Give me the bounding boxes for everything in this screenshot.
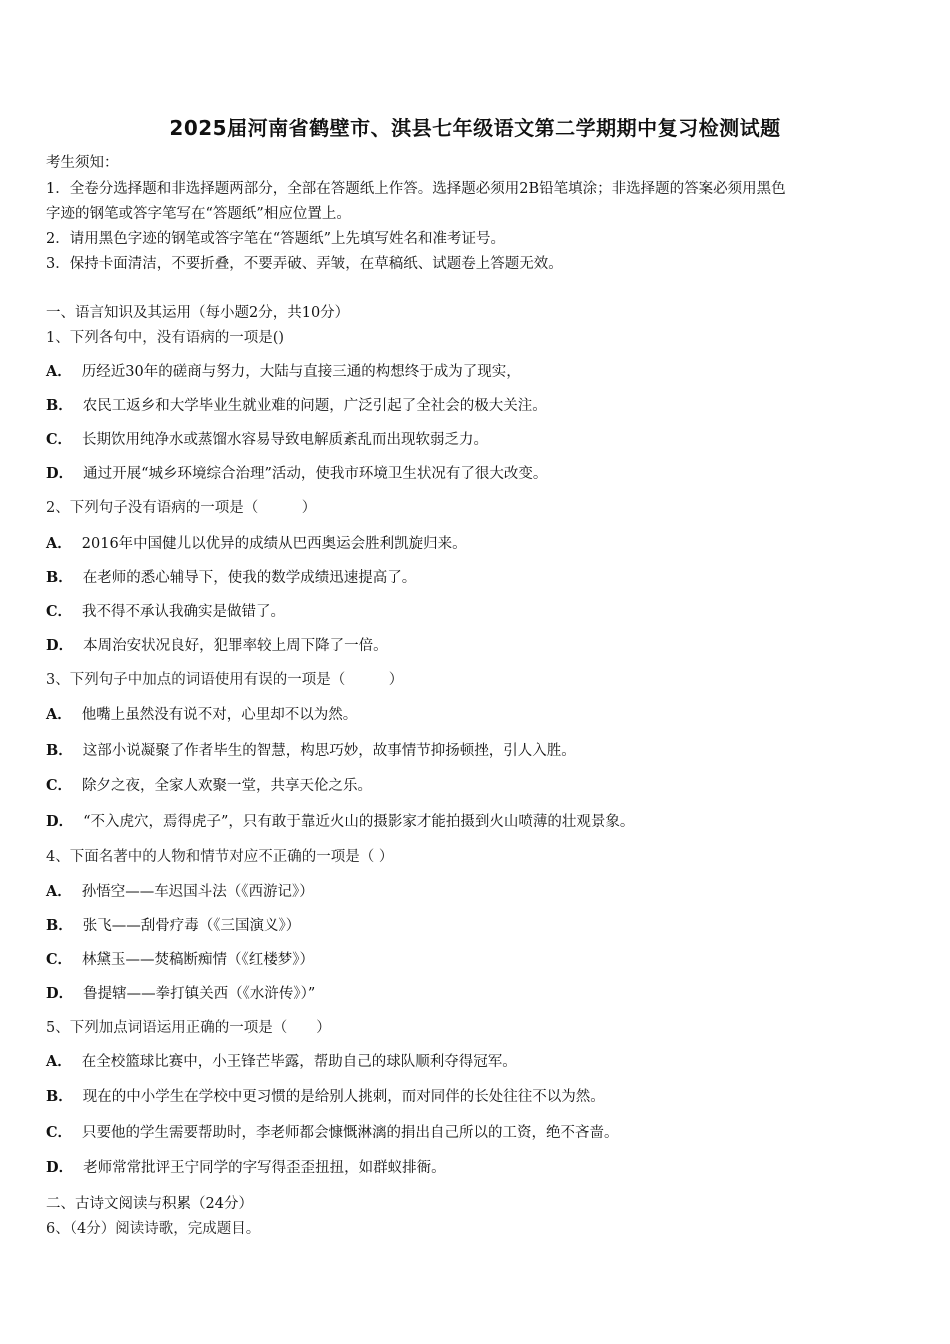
option-text: 通过开展“城乡环境综合治理”活动，使我市环境卫生状况有了很大改变。 [83, 466, 548, 482]
question-stem: 2、下列句子没有语病的一项是（ ） [46, 500, 317, 516]
option-letter: D． [46, 1159, 74, 1176]
option-row [46, 394, 547, 415]
question-stem: 1、下列各句中，没有语病的一项是() [46, 330, 285, 346]
option-text: 我不得不承认我确实是做错了。 [82, 604, 286, 620]
option-row [46, 1050, 517, 1071]
option-text: 老师常常批评王宁同学的字写得歪歪扭扭，如群蚁排衙。 [83, 1160, 446, 1176]
option-text: 历经近30年的磋商与努力，大陆与直接三通的构想终于成为了现实， [81, 364, 521, 380]
section-heading: 二、古诗文阅读与积累（24分） [46, 1196, 253, 1212]
option-text: 鲁提辖——拳打镇关西（《水浒传》）” [83, 986, 316, 1002]
option-row [46, 739, 576, 760]
option-text: 张飞——刮骨疗毒（《三国演义》） [82, 918, 301, 934]
option-letter: C． [46, 603, 73, 620]
option-row [46, 566, 416, 587]
option-letter: C． [46, 951, 73, 968]
option-row [46, 774, 372, 795]
option-text: 现在的中小学生在学校中更习惯的是给别人挑刺，而对同伴的长处往往不以为然。 [82, 1089, 605, 1105]
section-heading: 一、语言知识及其运用（每小题2分，共10分） [46, 305, 350, 321]
option-text: 长期饮用纯净水或蒸馏水容易导致电解质紊乱而出现软弱乏力。 [82, 432, 489, 448]
option-row [46, 948, 314, 969]
option-row [46, 810, 634, 831]
option-letter: C． [46, 777, 73, 794]
option-row [46, 914, 300, 935]
option-row [46, 703, 357, 724]
option-row [46, 600, 285, 621]
option-letter: C． [46, 1124, 73, 1141]
option-letter: A． [46, 1053, 72, 1070]
option-text: 在全校篮球比赛中，小王锋芒毕露，帮助自己的球队顺利夺得冠军。 [81, 1054, 517, 1070]
option-text: 他嘴上虽然没有说不对，心里却不以为然。 [81, 707, 358, 723]
question-stem: 4、下面名著中的人物和情节对应不正确的一项是（ ） [46, 849, 394, 865]
option-letter: B． [46, 917, 73, 934]
option-letter: B． [46, 742, 73, 759]
option-text: 农民工返乡和大学毕业生就业难的问题，广泛引起了全社会的极大关注。 [82, 398, 547, 414]
question-stem: 6、（4分）阅读诗歌，完成题目。 [46, 1221, 261, 1237]
option-text: 这部小说凝聚了作者毕生的智慧，构思巧妙，故事情节抑扬顿挫，引人入胜。 [82, 743, 576, 759]
option-letter: A． [46, 883, 72, 900]
option-letter: D． [46, 985, 74, 1002]
option-text: 只要他的学生需要帮助时，李老师都会慷慨淋漓的捐出自己所以的工资，绝不吝啬。 [82, 1125, 619, 1141]
option-letter: A． [46, 535, 72, 552]
option-row [46, 634, 388, 655]
notice-heading: 考生须知： [46, 155, 119, 171]
option-row [46, 880, 314, 901]
question-stem: 3、下列句子中加点的词语使用有误的一项是（ ） [46, 672, 404, 688]
option-letter: D． [46, 637, 74, 654]
option-text: 孙悟空——车迟国斗法（《西游记》） [81, 884, 314, 900]
option-row [46, 1085, 605, 1106]
option-letter: C． [46, 431, 73, 448]
option-text: 林黛玉——焚稿断痴情（《红楼梦》） [82, 952, 315, 968]
option-row [46, 1121, 619, 1142]
option-letter: A． [46, 706, 72, 723]
option-row [46, 982, 315, 1003]
option-letter: A． [46, 363, 72, 380]
notice-line: 2．请用黑色字迹的钢笔或答字笔在“答题纸”上先填写姓名和准考证号。 [46, 231, 506, 247]
notice-line: 1．全卷分选择题和非选择题两部分，全部在答题纸上作答。选择题必须用2B铅笔填涂；非选择题的答案必须用黑色 [46, 181, 786, 197]
notice-line: 字迹的钢笔或答字笔写在“答题纸”相应位置上。 [46, 206, 351, 222]
option-text: 在老师的悉心辅导下，使我的数学成绩迅速提高了。 [82, 570, 417, 586]
option-text: 本周治安状况良好，犯罪率较上周下降了一倍。 [83, 638, 388, 654]
option-text: 除夕之夜，全家人欢聚一堂，共享天伦之乐。 [82, 778, 373, 794]
option-row [46, 462, 547, 483]
option-text: “不入虎穴，焉得虎子”，只有敢于靠近火山的摄影家才能拍摄到火山喷薄的壮观景象。 [83, 814, 635, 830]
option-row [46, 428, 488, 449]
option-letter: B． [46, 397, 73, 414]
option-letter: B． [46, 569, 73, 586]
question-stem: 5、下列加点词语运用正确的一项是（ ） [46, 1020, 331, 1036]
option-row [46, 360, 521, 381]
page-title: 2025届河南省鹤壁市、淇县七年级语文第二学期期中复习检测试题 [169, 116, 781, 140]
notice-line: 3．保持卡面清洁，不要折叠，不要弄破、弄皱，在草稿纸、试题卷上答题无效。 [46, 256, 563, 272]
option-row [46, 1156, 446, 1177]
option-text: 2016年中国健儿以优异的成绩从巴西奥运会胜利凯旋归来。 [81, 536, 467, 552]
option-letter: D． [46, 465, 74, 482]
option-letter: D． [46, 813, 74, 830]
option-letter: B． [46, 1088, 73, 1105]
option-row [46, 532, 467, 553]
